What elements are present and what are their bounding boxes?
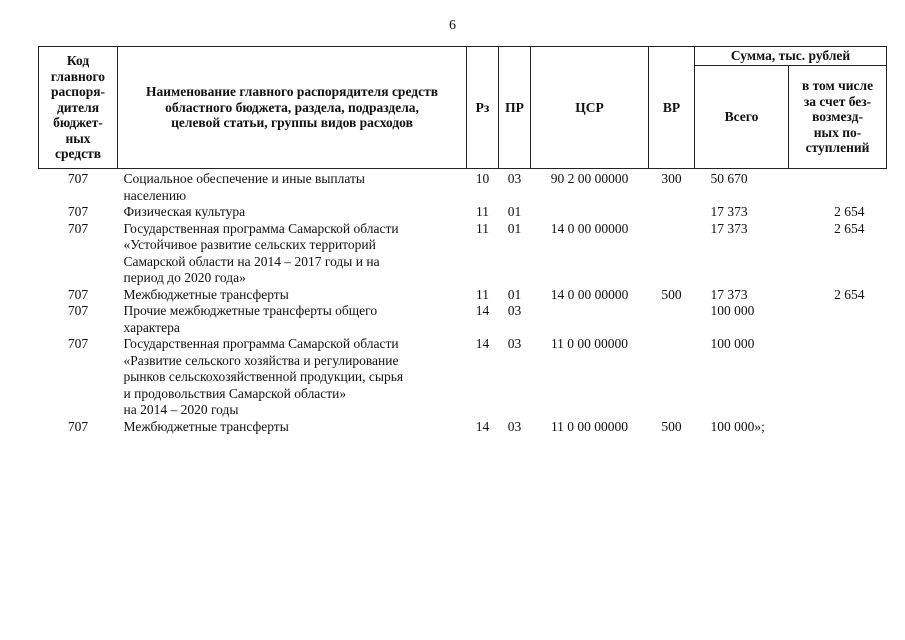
header-line: средств [54, 146, 102, 162]
cell-gratuitous [789, 303, 887, 336]
cell-name [118, 204, 467, 221]
cell-code: 707 [67, 286, 89, 302]
name-line: и продовольствия Самарской области» [123, 385, 347, 401]
header-rz: Рз [467, 47, 499, 169]
table-row [39, 336, 887, 419]
cell-name [118, 419, 467, 436]
table-row [39, 419, 887, 436]
header-line: распоря- [50, 84, 106, 100]
name-line: Государственная программа Самарской области [123, 220, 399, 236]
cell-rz: 10 [475, 171, 490, 186]
cell-code: 707 [67, 336, 89, 351]
cell-name [118, 221, 467, 287]
cell-rz: 14 [475, 303, 490, 318]
header-line: Наименование главного распорядителя средств [145, 84, 438, 100]
cell-gratuitous [789, 419, 887, 436]
header-pr: ПР [499, 47, 531, 169]
cell-gratuitous: 2 654 [834, 220, 865, 236]
cell-gratuitous: 2 654 [834, 286, 865, 302]
table-row [39, 204, 887, 221]
header-line: возмезд- [812, 109, 863, 125]
cell-total: 17 373 [710, 220, 748, 236]
cell-code: 707 [67, 418, 89, 434]
name-line: период до 2020 года» [123, 270, 246, 285]
cell-csr: 14 0 00 00000 [550, 220, 629, 236]
header-line: в том числе [801, 78, 874, 94]
name-line: Государственная программа Самарской области [123, 336, 399, 351]
cell-pr: 03 [507, 418, 522, 434]
header-line: ступлений [805, 140, 870, 156]
name-line: Самарской области на 2014 – 2017 годы и на [123, 253, 380, 269]
name-line: Прочие межбюджетные трансферты общего [123, 303, 378, 318]
header-line: бюджет- [53, 115, 103, 131]
name-line: на 2014 – 2020 годы [123, 402, 239, 417]
cell-csr: 11 0 00 00000 [550, 418, 629, 434]
cell-gratuitous [789, 336, 887, 419]
name-line: Межбюджетные трансферты [123, 418, 289, 434]
cell-csr: 11 0 00 00000 [550, 336, 629, 351]
header-line: дителя [56, 99, 100, 115]
name-line: рынков сельскохозяйственной продукции, сырья [123, 369, 404, 384]
header-name [118, 47, 467, 169]
cell-total: 17 373 [710, 286, 748, 302]
name-line: «Устойчивое развитие сельских территорий [123, 237, 376, 252]
name-line: Межбюджетные трансферты [123, 286, 289, 302]
table-body [39, 169, 887, 436]
table-row [39, 169, 887, 205]
header-line: главного [50, 68, 106, 84]
cell-csr [531, 303, 649, 336]
cell-vr [649, 303, 695, 336]
header-line: Код [66, 53, 90, 69]
cell-name [118, 169, 467, 205]
cell-vr: 300 [661, 171, 682, 186]
header-line: за счет без- [803, 93, 872, 109]
cell-total: 100 000 [710, 336, 755, 351]
table-row [39, 303, 887, 336]
cell-csr: 14 0 00 00000 [550, 286, 629, 302]
cell-csr [531, 204, 649, 221]
header-total: Всего [695, 66, 789, 169]
cell-total: 50 670 [710, 171, 748, 186]
cell-vr: 500 [661, 418, 682, 434]
cell-csr: 90 2 00 00000 [550, 171, 629, 186]
cell-rz: 11 [476, 204, 489, 219]
table-row [39, 287, 887, 304]
cell-pr: 03 [507, 336, 522, 351]
cell-vr [649, 221, 695, 287]
page-number: 6 [449, 18, 456, 33]
name-line: Социальное обеспечение и иные выплаты [123, 171, 365, 186]
cell-pr: 03 [507, 171, 522, 186]
name-line: населению [123, 187, 187, 203]
table-header [39, 47, 887, 169]
cell-code: 707 [67, 171, 89, 186]
cell-pr: 01 [507, 204, 522, 219]
cell-pr: 01 [507, 220, 522, 236]
cell-total: 100 000 [710, 303, 755, 318]
cell-vr: 500 [661, 286, 682, 302]
header-line: ных по- [813, 124, 862, 140]
table-row [39, 221, 887, 287]
header-code [39, 47, 118, 169]
budget-table [38, 46, 887, 435]
name-line: Физическая культура [123, 204, 246, 219]
header-line: областного бюджета, раздела, подраздела, [165, 99, 419, 115]
cell-pr: 01 [507, 286, 522, 302]
cell-code: 707 [67, 220, 89, 236]
cell-total: 100 000»; [710, 418, 765, 434]
header-gratuitous [789, 66, 887, 169]
cell-gratuitous [789, 169, 887, 205]
cell-name [118, 336, 467, 419]
cell-gratuitous: 2 654 [834, 204, 865, 219]
cell-name [118, 287, 467, 304]
cell-rz: 14 [475, 336, 490, 351]
cell-pr: 03 [507, 303, 522, 318]
header-vr: ВР [649, 47, 695, 169]
header-csr: ЦСР [531, 47, 649, 169]
cell-code: 707 [67, 204, 89, 219]
cell-rz: 11 [476, 220, 489, 236]
cell-rz: 14 [475, 418, 490, 434]
header-line: ных [65, 130, 91, 146]
cell-name [118, 303, 467, 336]
cell-rz: 11 [476, 286, 489, 302]
header-sum: Сумма, тыс. рублей [695, 47, 887, 66]
name-line: «Развитие сельского хозяйства и регулирование [123, 352, 399, 368]
cell-total: 17 373 [710, 204, 748, 219]
name-line: характера [123, 319, 180, 335]
header-line: целевой статьи, группы видов расходов [171, 115, 413, 131]
cell-vr [649, 204, 695, 221]
cell-code: 707 [67, 303, 89, 318]
cell-vr [649, 336, 695, 419]
